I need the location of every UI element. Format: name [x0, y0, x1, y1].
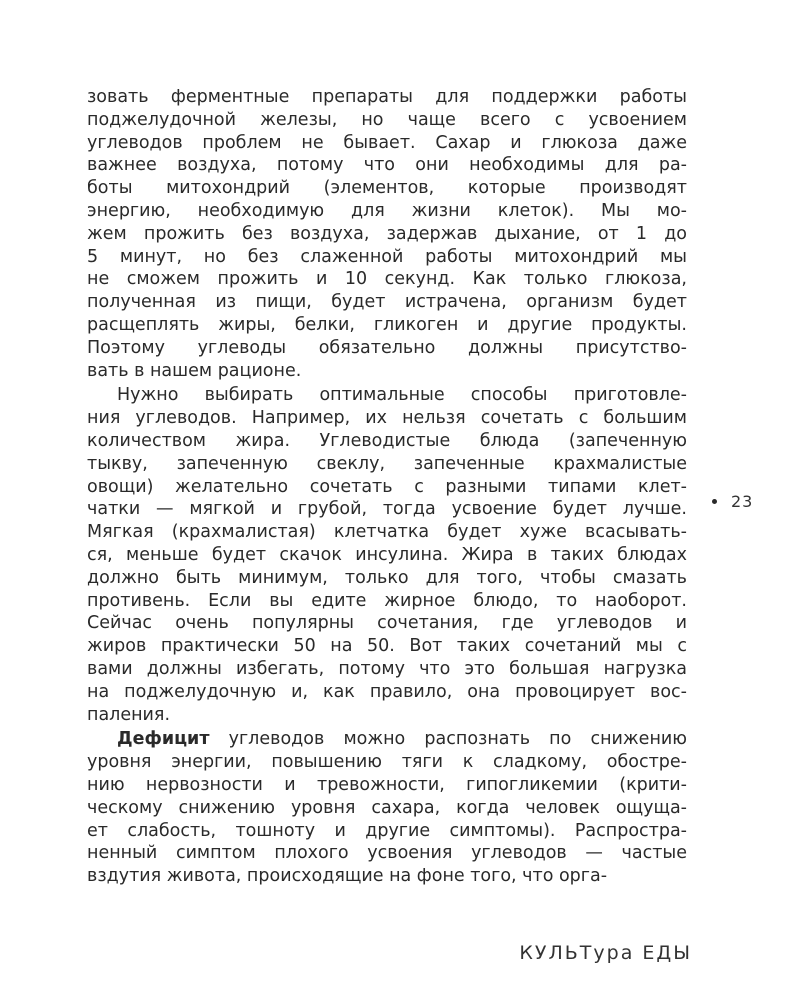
- text-line: жем прожить без воздуха, задержав дыхание, от 1 до: [87, 223, 687, 244]
- text-line: вздутия живота, происходящие на фоне того, что орга-: [87, 866, 608, 887]
- text-line: расщеплять жиры, белки, гликоген и другие продукты.: [87, 314, 687, 335]
- page-marker: [712, 492, 753, 511]
- text-line: зовать ферментные препараты для поддержки работы: [87, 87, 687, 107]
- text-line: вать в нашем рационе.: [87, 360, 302, 381]
- text-line: ет слабость, тошноту и другие симптомы). Распростра-: [87, 820, 687, 841]
- text-line: количеством жира. Углеводистые блюда (запеченную: [87, 430, 687, 451]
- body-text: [87, 86, 687, 888]
- text-line: вами должны избегать, потому что это большая нагрузка: [87, 658, 687, 679]
- text-line: чатки — мягкой и грубой, тогда усвоение будет лучше.: [87, 499, 687, 520]
- text-line: ся, меньше будет скачок инсулина. Жира в таких блюдах: [87, 544, 687, 565]
- text-line: противень. Если вы едите жирное блюдо, то наоборот.: [87, 590, 687, 611]
- text-line: овощи) желательно сочетать с разными типами клет-: [87, 476, 687, 497]
- bold-term: Дефицит: [117, 729, 210, 750]
- running-footer-title: КУЛЬТура ЕДЫ: [519, 942, 692, 964]
- text-line: на поджелудочную и, как правило, она провоцирует вос-: [87, 681, 687, 702]
- text-line: поджелудочной железы, но чаще всего с усвоением: [87, 109, 687, 130]
- text-line: боты митохондрий (элементов, которые производят: [87, 178, 687, 199]
- text-line: важнее воздуха, потому что они необходимы для ра-: [87, 155, 687, 176]
- text-line: Сейчас очень популярны сочетания, где углеводов и: [87, 613, 687, 634]
- paragraph: [87, 86, 687, 382]
- text-line: ния углеводов. Например, их нельзя сочетать с большим: [87, 408, 687, 429]
- text-line: углеводов проблем не бывает. Сахар и глюкоза даже: [87, 132, 687, 153]
- text-line: полученная из пищи, будет истрачена, организм будет: [87, 292, 687, 313]
- text-line: Мягкая (крахмалистая) клетчатка будет хуже всасывать-: [87, 522, 687, 543]
- paragraph: [87, 384, 687, 726]
- text-line: [87, 728, 687, 751]
- text-line: Поэтому углеводы обязательно должны присутство-: [87, 337, 687, 358]
- text-line: Нужно выбирать оптимальные способы приготовле-: [117, 385, 687, 406]
- text-line: нию нервозности и тревожности, гипогликемии (крити-: [87, 774, 687, 795]
- text-line-rest: углеводов можно распознать по снижению: [209, 729, 687, 750]
- text-line: энергию, необходимую для жизни клеток). Мы мо-: [87, 200, 687, 221]
- text-line: уровня энергии, повышению тяги к сладкому, обостре-: [87, 752, 687, 773]
- page-number: 23: [731, 492, 754, 511]
- page-dot-icon: [712, 499, 717, 504]
- text-line: паления.: [87, 704, 171, 725]
- text-line: должно быть минимум, только для того, чтобы смазать: [87, 567, 687, 588]
- text-line: тыкву, запеченную свеклу, запеченные крахмалистые: [87, 453, 687, 474]
- text-line: жиров практически 50 на 50. Вот таких сочетаний мы с: [87, 636, 687, 657]
- text-line: 5 минут, но без слаженной работы митохондрий мы: [87, 246, 687, 267]
- text-line: ческому снижению уровня сахара, когда человек ощуща-: [87, 797, 687, 818]
- paragraph: [87, 728, 687, 888]
- text-line: не сможем прожить и 10 секунд. Как только глюкоза,: [87, 269, 687, 290]
- text-line: ненный симптом плохого усвоения углеводов — частые: [87, 843, 687, 864]
